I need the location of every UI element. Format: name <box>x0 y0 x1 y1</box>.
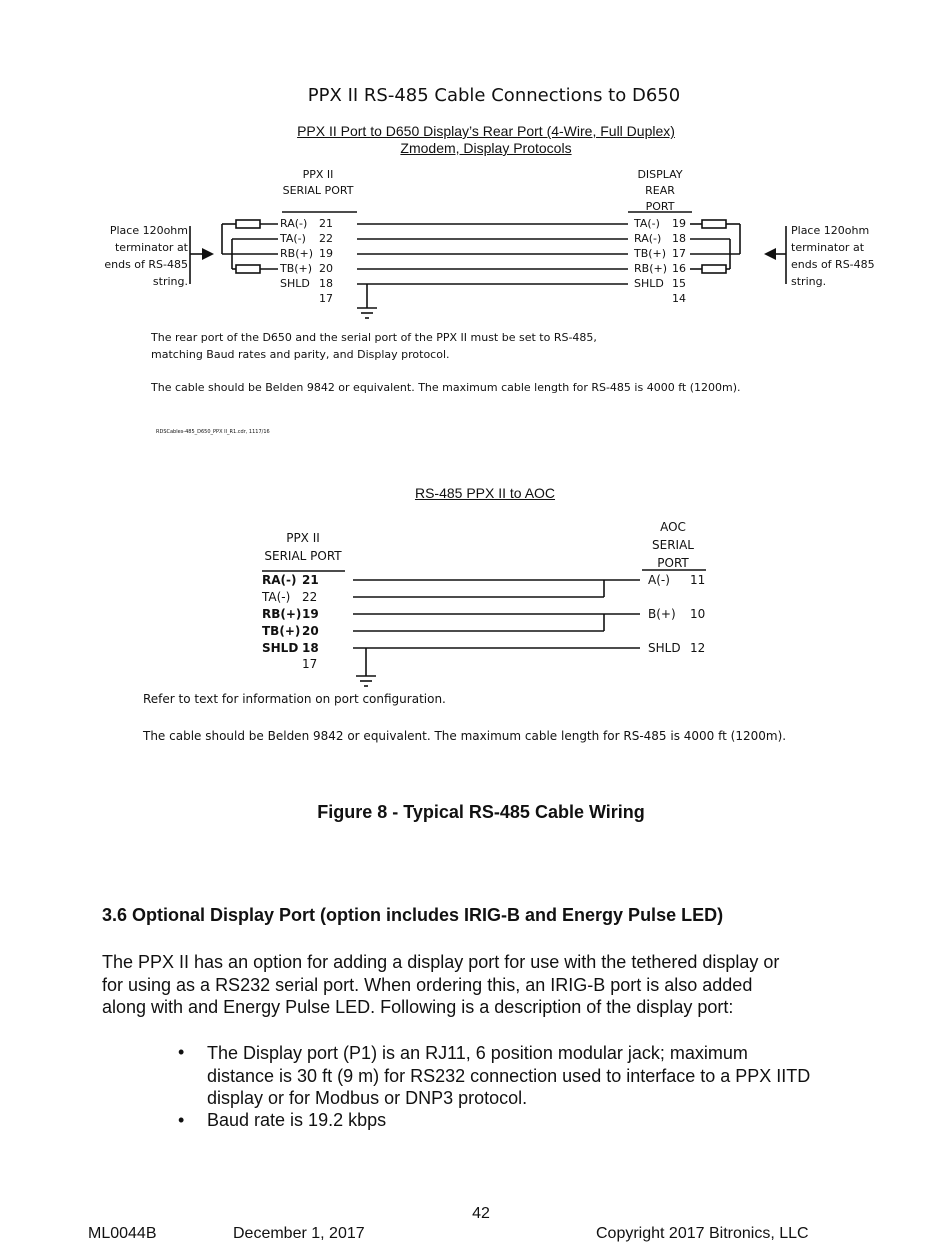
d2-left-pin-name: TA(-) <box>262 590 291 604</box>
d1-left-pin-num: 22 <box>319 232 333 245</box>
d2-right-pin-num: 12 <box>690 641 706 655</box>
d1-right-port-title-3: PORT <box>645 200 675 213</box>
left-terminator-note <box>96 222 188 290</box>
diagram1-title: PPX II RS-485 Cable Connections to D650 <box>307 85 681 106</box>
page-number: 42 <box>472 1205 490 1222</box>
right-terminator-note <box>791 222 875 290</box>
d2-left-pin-name: RB(+) <box>262 607 302 621</box>
bullet-1-text <box>207 1042 810 1110</box>
d2-right-port-title-2: SERIAL <box>652 538 694 552</box>
d2-right-pin-name: A(-) <box>648 573 670 587</box>
d2-left-pin-name: TB(+) <box>262 624 301 638</box>
d2-note2: The cable should be Belden 9842 or equivalent. The maximum cable length for RS-485 is 4000 ft (1200m). <box>143 729 787 743</box>
bullet-line: distance is 30 ft (9 m) for RS232 connection used to interface to a PPX IITD <box>207 1065 811 1086</box>
d2-right-pin-num: 10 <box>690 607 706 621</box>
d2-right-port-title-3: PORT <box>657 556 689 570</box>
footer-date: December 1, 2017 <box>233 1225 365 1242</box>
d2-left-pin-num: 20 <box>302 624 319 638</box>
d2-left-pin-name: RA(-) <box>262 573 297 587</box>
d1-left-pin-name: TB(+) <box>280 262 313 275</box>
left-arrow-icon <box>202 248 214 260</box>
right-terminator-network <box>690 220 740 273</box>
bullet-1-glyph: • <box>178 1042 185 1062</box>
d2-left-port-title-2: SERIAL PORT <box>264 549 342 563</box>
d1-left-pin-name: RA(-) <box>280 217 308 230</box>
d2-left-pin-num: 18 <box>302 641 319 655</box>
d1-file-ref: RDSCables-485_D650_PPX II_R1.cdr, 1117/16 <box>156 429 270 435</box>
figure-caption: Figure 8 - Typical RS-485 Cable Wiring <box>317 802 645 822</box>
d1-left-pin-num: 19 <box>319 247 333 260</box>
d2-right-port-title-1: AOC <box>660 520 686 534</box>
section-paragraph <box>102 951 779 1019</box>
note-line: Place 120ohm <box>109 224 188 237</box>
d1-right-pin-num: 19 <box>672 217 686 230</box>
d1-right-pin-name: RA(-) <box>634 232 662 245</box>
diagram2-title: RS-485 PPX II to AOC <box>414 485 556 501</box>
d2-right-pin-name: B(+) <box>648 607 676 621</box>
d1-right-port-title-1: DISPLAY <box>637 168 683 181</box>
ground-symbol-1 <box>357 284 377 318</box>
diagram1-subtitle-2: Zmodem, Display Protocols <box>400 140 572 156</box>
right-arrow-icon <box>764 248 776 260</box>
left-terminator-network <box>222 220 278 273</box>
d2-left-pin-num: 19 <box>302 607 319 621</box>
note-line: Place 120ohm <box>791 224 870 237</box>
note-line: string. <box>152 275 188 288</box>
d2-right-pin-num: 11 <box>690 573 706 587</box>
d1-right-pin-num: 14 <box>672 292 686 305</box>
bullet-line: The Display port (P1) is an RJ11, 6 position modular jack; maximum <box>207 1043 748 1063</box>
d1-right-pin-num: 18 <box>672 232 686 245</box>
d1-right-pin-name: SHLD <box>634 277 664 290</box>
bullet-line: display or for Modbus or DNP3 protocol. <box>207 1088 528 1108</box>
d1-left-pin-num: 17 <box>319 292 333 305</box>
d1-left-port-title-1: PPX II <box>302 168 334 181</box>
d2-left-pin-num: 17 <box>302 657 318 671</box>
d1-right-pin-num: 17 <box>672 247 686 260</box>
d1-left-pin-name: SHLD <box>280 277 310 290</box>
note-line: string. <box>791 275 827 288</box>
d1-note1-line1: The rear port of the D650 and the serial port of the PPX II must be set to RS-485, <box>151 331 597 344</box>
note-line: ends of RS-485 <box>791 258 875 271</box>
d1-right-pin-name: RB(+) <box>634 262 667 275</box>
diagram1-subtitle-1: PPX II Port to D650 Display’s Rear Port (4-Wire, Full Duplex) <box>297 123 675 139</box>
d1-right-pin-name: TA(-) <box>634 217 660 230</box>
d2-right-pin-name: SHLD <box>648 641 681 655</box>
d1-right-pin-num: 15 <box>672 277 686 290</box>
note-line: terminator at <box>114 241 188 254</box>
d2-left-pin-name: SHLD <box>262 641 299 655</box>
note-line: terminator at <box>791 241 865 254</box>
bullet-2-text: Baud rate is 19.2 kbps <box>207 1110 387 1130</box>
d2-left-pin-num: 21 <box>302 573 319 587</box>
d1-left-pin-num: 18 <box>319 277 333 290</box>
d1-right-port-title-2: REAR <box>645 184 675 197</box>
d1-left-pin-name: RB(+) <box>280 247 313 260</box>
d2-left-port-title-1: PPX II <box>286 531 320 545</box>
d1-right-pin-num: 16 <box>672 262 686 275</box>
paragraph-line: along with and Energy Pulse LED. Following is a description of the display port: <box>102 997 734 1017</box>
footer-copyright: Copyright 2017 Bitronics, LLC <box>596 1225 809 1242</box>
d1-left-pin-num: 21 <box>319 217 333 230</box>
paragraph-line: for using as a RS232 serial port. When ordering this, an IRIG-B port is also added <box>102 974 753 995</box>
ground-symbol-2 <box>356 648 376 686</box>
note-line: ends of RS-485 <box>104 258 188 271</box>
footer-doc-id: ML0044B <box>88 1225 157 1242</box>
d2-left-pin-num: 22 <box>302 590 318 604</box>
paragraph-line: The PPX II has an option for adding a display port for use with the tethered display or <box>102 952 780 972</box>
section-heading: 3.6 Optional Display Port (option includes IRIG-B and Energy Pulse LED) <box>102 905 724 925</box>
d1-note1-line2: matching Baud rates and parity, and Display protocol. <box>151 348 450 361</box>
d1-right-pin-name: TB(+) <box>634 247 667 260</box>
d1-left-pin-num: 20 <box>319 262 333 275</box>
d1-left-pin-name: TA(-) <box>280 232 306 245</box>
d1-note2: The cable should be Belden 9842 or equivalent. The maximum cable length for RS-485 is 4000 ft (1200m). <box>151 381 741 394</box>
d1-left-port-title-2: SERIAL PORT <box>282 184 354 197</box>
d2-note1: Refer to text for information on port configuration. <box>143 692 446 706</box>
bullet-2-glyph: • <box>178 1110 185 1130</box>
